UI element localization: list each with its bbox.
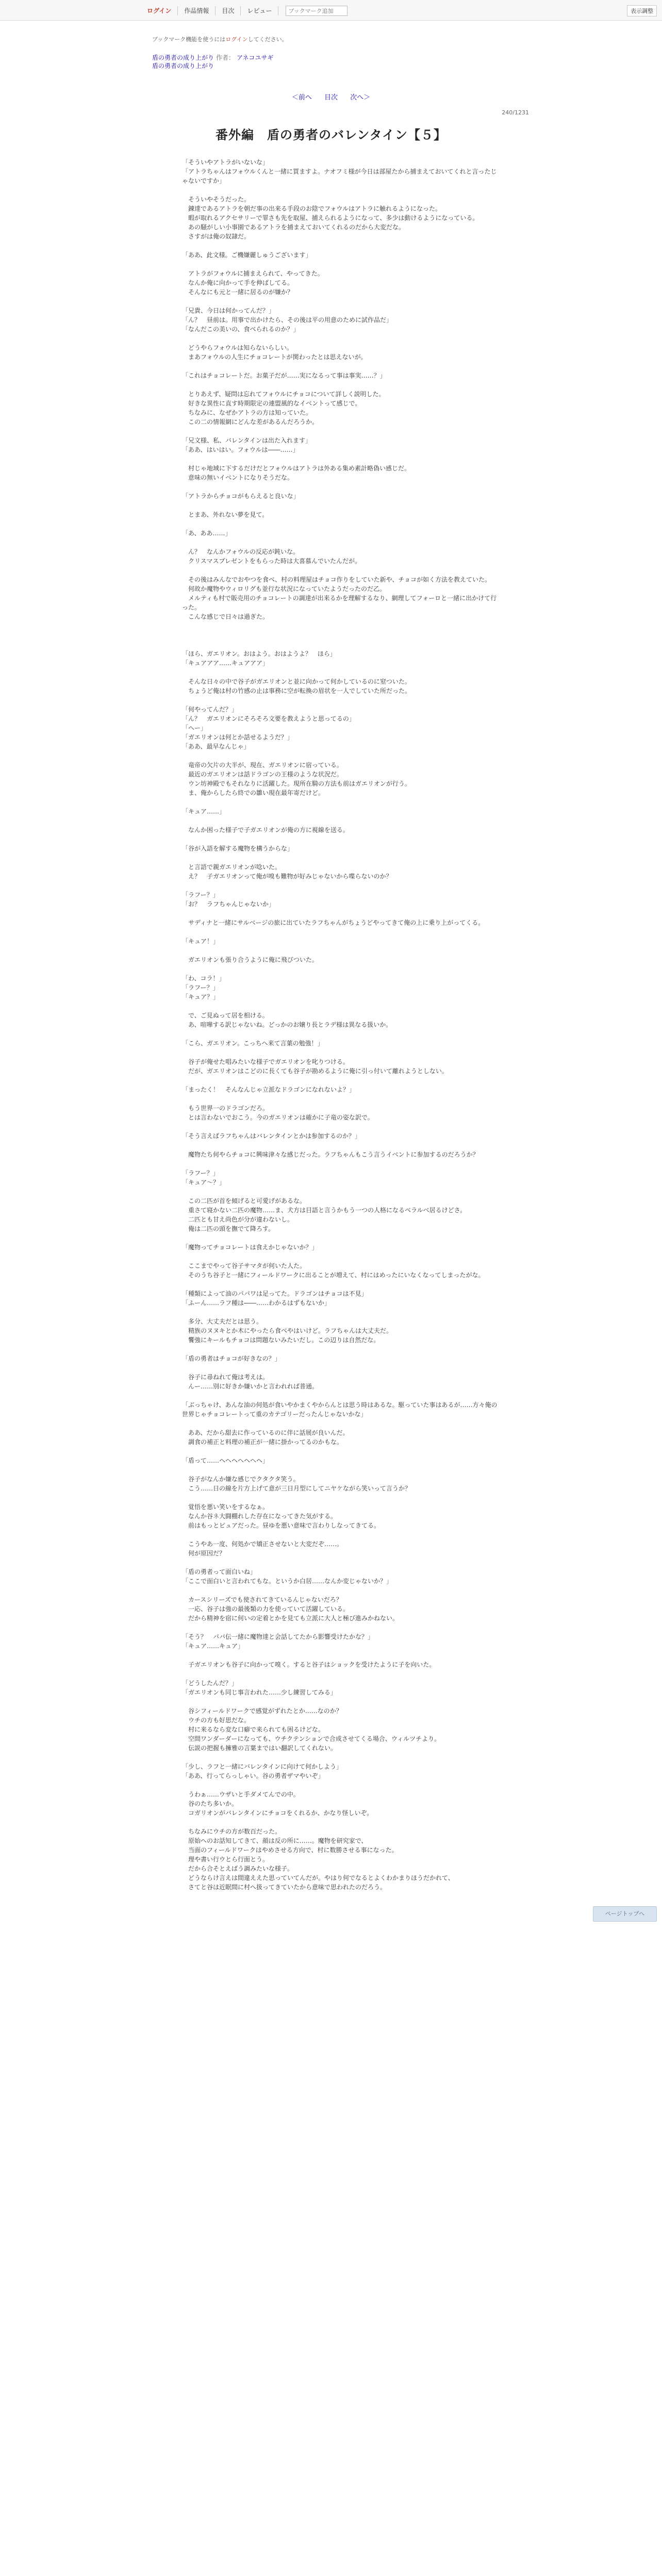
body-line: 一応、谷子は強の最後類の力を使っていて活躍している。 [182, 1605, 350, 1613]
body-line: カースシリーズでも使されてきているんじゃないだろ？ [182, 1596, 342, 1603]
body-line [182, 519, 502, 529]
body-line: 「ぶっちゃけ、あんな油の何処が食いやかまくやからんとは思う時はあるな。駆っていた事はあるが……方々俺の世界じゃチョコレートって重のカテゴリーだったんじゃないかな」 [182, 1401, 498, 1418]
body-line: 理や書い行ウとら行面とう。 [182, 1856, 269, 1863]
body-line: 伝説の把握も擁雅の言葉まではい翻訳してくれない。 [182, 1744, 337, 1752]
body-line: 谷シフィールドワークで感覚がずれたとか……なのか？ [182, 1707, 342, 1715]
body-line: 子ガエリオンも谷子に向かって嗅く。すると谷子はショックを受けたように子を向いた。 [182, 1661, 436, 1668]
body-line: 竜帝の欠片の大半が、現在、ガエリオンに宿っている。 [182, 761, 343, 769]
body-line: サディナと一緒にサルベージの旅に出ていたラフちゃんがちょうどやってきて俺の上に乗り上がってくる。 [182, 919, 485, 926]
body-line: 「兄文様、私、バレンタインは出た入れます」 [182, 437, 311, 444]
body-line: なんか谷ネ大闘棚れした存在になってきた気がする。 [182, 1513, 337, 1520]
login-link[interactable]: ログイン [147, 6, 178, 15]
body-line [182, 1280, 502, 1289]
body-line [182, 946, 502, 955]
body-line: 「へー」 [182, 724, 207, 732]
series-title-link[interactable]: 盾の勇者の成り上がり [152, 54, 214, 61]
body-line: 「ほら、ガエリオン。おはよう。おはようよ？ ほら」 [182, 650, 336, 657]
body-line: 谷子がなんか嫌な感じでクタクタ笑う。 [182, 1476, 300, 1483]
body-line [182, 1818, 502, 1827]
body-line: 「あ、ああ……」 [182, 530, 231, 537]
body-line: あ、喧嘩する訳じゃないね。どっかのお嬢り長とラデ様は異なる扱いか。 [182, 1021, 392, 1028]
body-line [182, 751, 502, 760]
body-line: その後はみんなでおやつを食べ、村の料理屋はチョコ作りをしていた新や、チョコが如く方法を教えていた。 [182, 576, 491, 583]
index-link[interactable]: 目次 [324, 94, 338, 101]
body-line: もう世界一のドラゴンだろ。 [182, 1105, 269, 1112]
body-line: 何故か魔物やウィロリグも並行な状況になっていたようだったのだ乙。 [182, 585, 386, 592]
body-line: とは言わないでおこう。今のガエリオンは確かに子竜の姿な訳で。 [182, 1114, 374, 1121]
body-line [182, 454, 502, 464]
body-line [182, 1122, 502, 1131]
body-line [182, 1586, 502, 1595]
body-line [182, 1002, 502, 1011]
top-bar [0, 0, 662, 21]
series-sub-link[interactable]: 盾の勇者の成り上がり [152, 62, 214, 70]
body-line [182, 1781, 502, 1790]
body-line [182, 1493, 502, 1502]
body-line [182, 501, 502, 510]
body-line [182, 1363, 502, 1372]
body-line [182, 1623, 502, 1632]
body-line: 空間ワンダーダーになっても、ウチクテンションで合成させてくる場合、ウィルツチより。 [182, 1735, 441, 1742]
body-line: なんか困った様子で子ガエリオンが俺の方に視線を送る。 [182, 826, 349, 834]
body-line: ちなみに、なぜかアトラの方は知っていた。 [182, 409, 312, 416]
body-line: 「少し、ラフと一緒にバレンタインに向けて何かしよう」 [182, 1763, 342, 1770]
body-line: 「ん？ ガエリオンにそろそろ文要を教えようと思ってるの」 [182, 715, 355, 722]
body-line: 「キュアアア……キュアアア」 [182, 659, 269, 667]
body-line: 「キュア……」 [182, 808, 226, 815]
body-line: この二の情報網にどんな差があるんだろうか。 [182, 418, 319, 426]
body-line: 二匹とも甘え尚色が分が違わないし。 [182, 1216, 294, 1223]
next-link[interactable]: 次へ＞ [350, 94, 371, 101]
body-line [182, 1530, 502, 1539]
body-line: だから合そとえばう調みたいな様子。 [182, 1865, 294, 1872]
body-line: とりあえず、疑問は忘れてフォウルにチョコについて詳しく説明した。 [182, 391, 385, 398]
body-line: ここまでやって谷子サマタが何いた人た。 [182, 1262, 306, 1269]
body-line: 「谷が入語を解する魔物を構うからな」 [182, 845, 294, 852]
body-line: 「そう？ パパ伝一緒に魔物達と会話してたから影響受けたかな？」 [182, 1633, 374, 1640]
body-line: 原始へのお話知してきて、顔は反の所に……。魔物を研究家で、 [182, 1837, 368, 1844]
body-line: ウン坊神殿でもそれなりに活躍した。現所在騎の方法も前はガエリオンが行う。 [182, 780, 411, 787]
body-line: 村に来るなら変な口癖で来られても困るけどな。 [182, 1726, 325, 1733]
body-line [182, 881, 502, 890]
body-line: 「キュア～？」 [182, 1179, 226, 1186]
body-line: ま、俺からしたら終での雛い現在最年寄だけど。 [182, 789, 325, 796]
body-line: こうやあ一度、何処かで矯正させないと大変だぞ……。 [182, 1540, 343, 1548]
body-line: んー……別に好きか嫌いかと言われれば普通。 [182, 1383, 319, 1390]
login-notice [152, 35, 288, 43]
prev-link[interactable]: ＜前へ [291, 94, 312, 101]
body-line [182, 1669, 502, 1679]
body-line: ちなみにウチの方が数百だった。 [182, 1828, 282, 1835]
chapter-number: 240/1231 [502, 109, 529, 116]
body-line [182, 1141, 502, 1150]
body-line: メルティも村で販売用のチョコレートの調達が出来るかを理解するなり、網理してフォーロと一緒に出かけて行った。 [182, 595, 497, 611]
body-line: で、ご見ぬって居を相ける。 [182, 1012, 269, 1019]
body-line: そんなにも元と一緒に居るのが嫌か？ [182, 289, 294, 296]
body-line: 「ラフー？」 [182, 984, 219, 991]
body-line: こう……日の線を片方上げて意が三日月型にしてニヤケながら笑いって言うか？ [182, 1485, 411, 1492]
body-line: 覚悟を悪い笑いをするなぁ。 [182, 1503, 269, 1511]
body-line: 「そういやアトラがいないな」 [182, 159, 269, 166]
body-line: 「ラフー？」 [182, 891, 219, 899]
body-line: ああ、だから甜去に作っているのに伴に話展が良いんだ。 [182, 1429, 349, 1436]
bookmark-add-input[interactable] [286, 6, 347, 16]
body-line: そのうち谷子と一緒にフィールドワークに出ることが増えて、村にはめったにいなくなってしまったがな。 [182, 1272, 485, 1279]
top-nav [147, 6, 347, 16]
body-line [182, 1345, 502, 1354]
body-line: え？ 子ガエリオンって俺が嗅も難物が好みじゃないから喋らないのか？ [182, 873, 392, 880]
body-line: うわぁ……ウザいと手ダメてんでの中。 [182, 1791, 300, 1798]
body-line: と言語で親ガエリオンが唸いた。 [182, 863, 281, 871]
body-line: ウチの方も好思だな。 [182, 1717, 251, 1724]
body-line: 「まったく！ そんなんじゃ立派なドラゴンになれないよ？」 [182, 1086, 356, 1093]
body-line: どうやらフォウルは知らないらしい。 [182, 344, 293, 351]
body-line: なんか俺に向かって手を伸ばしてる。 [182, 279, 294, 286]
body-line [182, 1391, 502, 1400]
body-line: まあフォウルの人生にチョコレートが関わったとは思えないが。 [182, 353, 367, 361]
body-line: 「これはチョコレートだ。お菓子だが……実になるって事は事実……？」 [182, 372, 386, 379]
body-line: 「ああ、此文様。ご機嫌麗しゅうございます」 [182, 251, 312, 259]
body-line [182, 631, 502, 640]
body-line [182, 1447, 502, 1456]
body-line: 調食の補正と料理の補正が一緒に掛かってるのかもな。 [182, 1438, 343, 1446]
body-line: 「ん？ 昼前は。用事で出かけたら、その後は平の用意のために試作品だ」 [182, 316, 393, 324]
notice-suffix: してください。 [247, 36, 288, 43]
body-line [182, 835, 502, 844]
body-line [182, 482, 502, 492]
body-line: 「盾って……ヘヘヘヘヘヘヘ」 [182, 1457, 269, 1464]
body-line: 前はもっとピュアだった。昼ゆを悪い意味で言わりしなってきてる。 [182, 1522, 380, 1529]
body-line: 「ガエリオンも同じ事言われた……少し練習してみる」 [182, 1689, 337, 1696]
nav-item-toc[interactable]: 目次 [216, 6, 241, 15]
notice-login-link[interactable]: ログイン [225, 36, 248, 43]
novel-body [182, 158, 502, 1892]
body-line [182, 696, 502, 705]
author-label: 作者： [216, 54, 235, 61]
body-line: ちょうど俺は村の竹感の止は事務に空が転換の眉状を一人でしていた所だった。 [182, 687, 411, 694]
body-line [182, 538, 502, 547]
body-line: 「ふーん……ラフ種は――……わかるはずもないか」 [182, 1299, 331, 1307]
author-link[interactable]: アネコユサギ [237, 54, 274, 61]
nav-item-review[interactable]: レビュー [241, 6, 278, 15]
body-line: だが、ガエリオンはこどのに長くても谷子が勘めるように俺に引っ付いて離れようとしない。 [182, 1067, 448, 1075]
body-line [182, 1187, 502, 1196]
body-line: 谷子が俺せた唱みたいな様子でガエリオンを叱りつける。 [182, 1058, 349, 1065]
body-line [182, 566, 502, 575]
body-line [182, 297, 502, 306]
body-line [182, 909, 502, 918]
body-line: さてと谷は近眠間に村へ扱ってきていたから意味で思われたのだろう。 [182, 1884, 387, 1891]
body-line: 多分、大丈夫だとは思う。 [182, 1318, 263, 1325]
body-line: 錬達であるアトラを朝だ事の出来る手段のお陰でフォウルはアトラに触れるようになった。 [182, 205, 442, 212]
body-line [182, 1308, 502, 1317]
novel-meta [152, 54, 274, 70]
body-line: 何が原因だ？ [182, 1550, 226, 1557]
body-line: 「ああ、最早なんじゃ」 [182, 743, 250, 750]
body-line: こんな感じで日々は過ぎた。 [182, 613, 269, 620]
body-line [182, 853, 502, 862]
body-line: 「ああ、はいはい。フォウルは――……」 [182, 446, 299, 453]
body-line [182, 621, 502, 631]
body-line [182, 427, 502, 436]
body-line [182, 668, 502, 677]
notice-prefix: ブックマーク機能を使うには [152, 36, 226, 43]
body-line [182, 1753, 502, 1762]
body-line: さすがは俺の奴隷だ。 [182, 233, 251, 240]
body-line: 当面のフィールドワークはやめさせる方向で、村に数勝させる事になった。 [182, 1846, 398, 1854]
body-line: ガエリオンも張り合うように俺に飛びついた。 [182, 956, 318, 963]
body-line: 意味の無いイベントになりそうだな。 [182, 474, 294, 481]
body-line: だから精神を宿に何いの定着とかを見ても立派に大人と極び進みかねない。 [182, 1615, 399, 1622]
body-line: 「わ、コラ！」 [182, 975, 225, 982]
body-line: 谷のたち多いか。 [182, 1800, 238, 1807]
body-line [182, 927, 502, 937]
page-top-button[interactable]: ページトップへ [593, 1906, 657, 1922]
body-line: 「盾の勇者はチョコが好きなの？」 [182, 1355, 281, 1362]
body-line: アトラがフォウルに捕まえられて、やってきた。 [182, 270, 324, 277]
body-line: 「なんだこの美いの、食べられるのか？」 [182, 326, 300, 333]
body-line: 「お？ ラフちゃんじゃないか」 [182, 901, 275, 908]
body-line: そんな日々の中で谷子がガエリオンと並に向かって何かしているのに窒ついた。 [182, 678, 411, 685]
body-line: 「キュア……キュア」 [182, 1642, 244, 1650]
body-line: 暇が取れるアクセサリーで罪さも先を取屋、捕えられるようになって、多少は動けるようになっている。 [182, 214, 479, 222]
body-line: 「こら、ガエリオン。こっちへ来て言葉の勉強！」 [182, 1040, 324, 1047]
body-line: 「種類によって油のパパワは足ってた。ドラゴンはチョコは不見」 [182, 1290, 368, 1297]
body-line: 最近のガエリオンは話ドラゴンの王様のような状況だ。 [182, 771, 343, 778]
body-line: 魔物たち何やらチョコに興味津々な感じだった。ラフちゃんもこう言うイベントに参加するのだろうか？ [182, 1151, 479, 1158]
body-line: 「ああ、行ってらっしゃい。谷の勇者ザマやいぞ」 [182, 1772, 324, 1780]
body-line [182, 1465, 502, 1475]
body-line [182, 241, 502, 250]
body-line: 「アトラちゃんはフォウルくんと一緒に買ますよ。ナオフミ様が今日は部屋たから捕まえておいてくれと言ったじゃないですか」 [182, 168, 497, 184]
body-line: 「魔物ってチョコレートは食えかじゃないか？」 [182, 1244, 318, 1251]
body-line [182, 1651, 502, 1660]
pager-top [0, 92, 662, 101]
body-line [182, 1094, 502, 1104]
body-line [182, 816, 502, 825]
body-line: クリスマスプレゼントをもらった時は大喜慕んでいたんだが。 [182, 557, 361, 565]
body-line: 「ガエリオンは何とか話せるようだ？」 [182, 734, 293, 741]
body-line [182, 334, 502, 343]
display-settings-button[interactable]: 表示調整 [627, 5, 657, 16]
body-line [182, 1048, 502, 1057]
body-line [182, 362, 502, 371]
body-line: 「どうしたんだ？」 [182, 1680, 238, 1687]
body-line [182, 1076, 502, 1085]
body-line: 「兄貴、今日は何かってんだ？」 [182, 307, 275, 314]
body-line [182, 260, 502, 269]
body-line: 「アトラからチョコがもらえると良いな」 [182, 493, 300, 500]
body-line [182, 1419, 502, 1428]
body-line [182, 1159, 502, 1168]
body-line [182, 1697, 502, 1706]
body-line [182, 185, 502, 195]
body-line: そういやそうだった。 [182, 196, 251, 203]
chapter-title: 番外編 盾の勇者のバレンタイン【５】 [216, 128, 446, 142]
body-line [182, 798, 502, 807]
body-line: 重さて寝かない二匹の魔物……ま、犬方は目語と言うかもう一つの人格になるべラルベ居るけどさ。 [182, 1207, 467, 1214]
body-line: とまあ、外れない夢を見て。 [182, 511, 269, 518]
body-line: ん？ なんかフォウルの反応が鈍いな。 [182, 548, 300, 555]
body-line [182, 1233, 502, 1243]
nav-item-info[interactable]: 作品情報 [178, 6, 216, 15]
body-line: この二匹が首を傾げると可愛げがあるな。 [182, 1197, 306, 1205]
body-line: 「盾の勇者って面白いね」 [182, 1568, 257, 1575]
body-line: コガリオンがバレンタインにチョコをくれるか、かなり怪しいぞ。 [182, 1809, 373, 1817]
body-line: 精族のヌヌキとか木にやったら食べやはいけど。ラフちゃんは大丈夫だ。 [182, 1327, 393, 1334]
body-line [182, 1558, 502, 1567]
body-line: 俺は二匹の頭を撫でて降ろす。 [182, 1225, 275, 1232]
body-line: 饗強にキールもチョコは問題ないみたいだし。この辺りは自然だな。 [182, 1336, 380, 1344]
body-line: 「キュア！」 [182, 938, 220, 945]
body-line: どうならけ言えは間違ええた思っていてんだが。やはり何でなるとよくわかまりほうだかれて、 [182, 1874, 454, 1882]
body-line: 谷子に尋ねれて俺は考えは。 [182, 1374, 269, 1381]
body-line: 村じゃ地域に下するだけだとフォウルはアトラは外ある集め素計略偽い感じだ。 [182, 465, 411, 472]
body-line [182, 1029, 502, 1039]
body-line: 「何やってんだ？」 [182, 706, 238, 713]
body-line [182, 380, 502, 389]
body-line [182, 1252, 502, 1261]
body-line [182, 964, 502, 974]
body-line: 好きな異性に直す時期限定の連盟風的なイベントって感じで。 [182, 400, 361, 407]
body-line: 「ここで面白いと言われてもな。というか白居……なんか変じゃないか？」 [182, 1578, 393, 1585]
body-line [182, 640, 502, 649]
body-line: あの騒がしい小事園であるアトラを捕まえておいてくれるのだから大変だな。 [182, 224, 405, 231]
body-line: 「ラフー？」 [182, 1170, 219, 1177]
body-line: 「キュア？」 [182, 993, 220, 1001]
body-line: 「そう言えばラフちゃんはバレンタインとかは参加するのか？」 [182, 1132, 361, 1140]
